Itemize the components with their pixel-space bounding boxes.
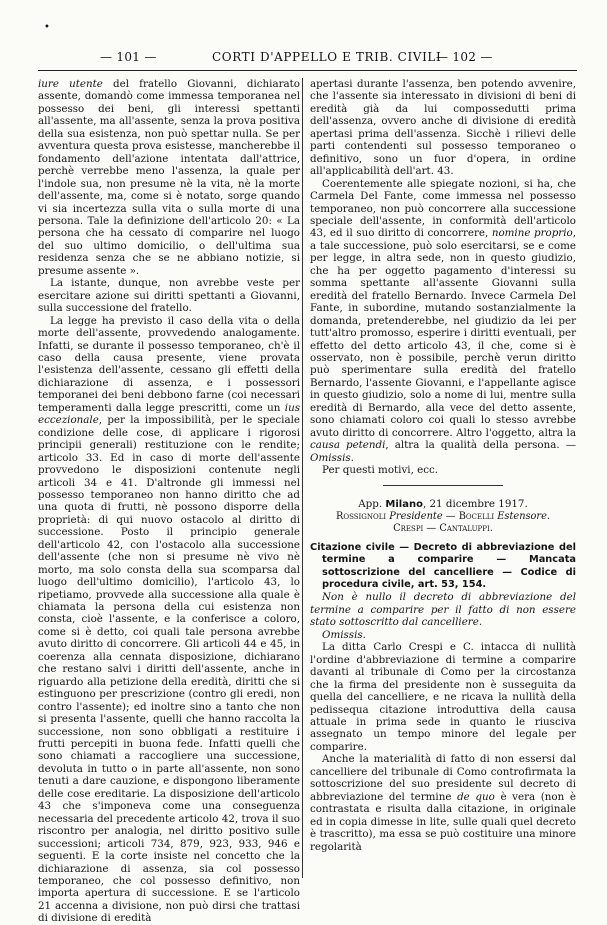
page-mark: • (44, 22, 50, 33)
italic-text: iure utente (38, 78, 103, 90)
text-run: . (489, 523, 493, 535)
text-run: del fratello Giovanni, dichiarato assente, domandò come immessa temporanea nel possesso dei beni, gli interessi spettanti all'assente, ma all'assente, senza la prova positiva della sua esistenza, non può spettar nulla. Se per avventura questa prova esistesse, mancherebbe il fondamento dell'azione intentata dall'attrice, perchè verrebbe meno l'assenza, la quale per l'indole sua, non presume nè la vita, nè la morte dell'assente, ma, come si è notato, sorge quando vi sia incertezza sulla vita o sulla morte di una persona. Tale la definizione dell'articolo 20: « La persona che ha cessato di comparire nel luogo del suo ultimo domicilio, o dell'ultima sua residenza senza che se ne abbiano notizie, si presume assente ». (38, 78, 300, 277)
text-run: Coerentemente alle spiegate nozioni, si ha, che Carmela Del Fante, come immessa nel possesso temporaneo, non può concorrere alla successione speciale dell'assente, in conformità dell'articolo 43, ed il suo diritto di concorrere, (310, 177, 576, 240)
text-run: è vera (non è contrastata e risulta dalla citazione, in originale ed in copia dimesse in lite, sulle quali quel decreto è trascritto), ma essa se può costituire una minore regolarità (310, 790, 576, 853)
paragraph (310, 753, 576, 853)
italic-text: Presidente (389, 510, 443, 522)
italic-text: causa petendi (310, 439, 386, 452)
text-run: — (442, 510, 459, 522)
paragraph: apertasi durante l'assenza, ben potendo avvenire, che l'assente sia interessato in divisioni di beni di eredità già da lui compossedutti prima dell'assenza, ovvero anche di divisione di eredità apertasi prima dell'assenza. Sicchè i rilievi delle parti contendenti sul possesso temporaneo o definitivo, sono un fuor d'opera, in ordine all'applicabilità dell'art. 43. (310, 78, 576, 178)
decision-date: , 21 dicembre 1917. (422, 497, 528, 510)
name-text: Cantaluppi (439, 523, 490, 535)
italic-text: ius eccezionale (38, 401, 300, 427)
paragraph: La istante, dunque, non avrebbe veste per esercitare azione sui diritti spettanti a Giovanni, sulla successione del fratello. (38, 277, 300, 315)
italic-text: Omissis (310, 451, 351, 464)
name-text: Bocelli (458, 510, 495, 522)
paragraph (38, 78, 300, 277)
right-page-number: — 102 — (436, 50, 493, 64)
case-keywords: Citazione civile — Decreto di abbreviazione del termine a comparire — Mancata sottoscrizione del cancelliere — Codice di procedura civile, art. 53, 154. (310, 541, 576, 591)
paragraph (38, 315, 300, 925)
running-header (38, 50, 577, 68)
text-run: La legge ha previsto il caso della vita o della morte dell'assente, provvedendo analogamente. Infatti, se durante il possesso temporaneo, ch'è il caso della causa presente, viene provata l'esistenza dell'assente, cessano gli effetti della dichiarazione di assenza, e i possessori temporanei dei beni debbono farne (coi necessari temperamenti dalla legge prescritti, come un (38, 314, 300, 414)
text-run: . (350, 451, 354, 464)
italic-text: de quo (457, 790, 495, 803)
text-run: , altra la qualità della persona. — (385, 439, 576, 452)
column-divider (302, 78, 303, 878)
text-run: — (423, 523, 440, 535)
italic-text: Estensore (497, 510, 547, 522)
judges-line (310, 511, 576, 523)
judges-line (310, 523, 576, 535)
text-run: , a tale successione, può solo esercitarsi, se e come per legge, in altra sede, non in questo giudizio, che ha per oggetto pagamento d'interessi su somma spettante all'assente Giovanni sulla eredità del fratello Bernardo. Invece Carmela Del Fante, in subordine, mutando sostanzialmente la domanda, pretenderebbe, nel giudizio da lei per tutt'altro promosso, esperire i diritti eventuali, per effetto del detto articolo 43, il che, come si è osservato, non è possibile, perchè verun diritto può sperimentare sulla eredità del fratello Bernardo, l'assente Giovanni, e l'appellante agisce in questo giudizio, solo a nome di lui, mentre sulla eredità di Bernardo, alla vece del detto assente, sono chiamati coloro coi quali lo stesso avrebbe avuto diritto di concorrere. Altro l'oggetto, altra la (310, 227, 576, 439)
italic-text: nomine proprio (491, 227, 573, 240)
court-city: Milano (385, 498, 423, 510)
name-text: Rossignoli (335, 510, 387, 522)
text-run: . (546, 510, 551, 522)
court-label: App. (358, 497, 386, 510)
case-heading (310, 498, 576, 511)
left-column (38, 78, 300, 925)
omissis-label: Omissis. (322, 628, 366, 641)
header-rule (38, 70, 577, 71)
closing-formula: Per questi motivi, ecc. (322, 464, 439, 477)
paragraph (310, 178, 576, 464)
legal-principle: Non è nullo il decreto di abbreviazione del termine a comparire per il fatto di non essere stato sottoscritto dal cancelliere. (310, 591, 576, 629)
right-column (310, 78, 576, 853)
text-run: , per la impossibilità, per le speciale condizione delle cose, di applicare i rigorosi principii generali) restituzione con le rendite; articolo 33. Ed in caso di morte dell'assente provvedono le disposizioni contenute negli articoli 34 e 41. D'altronde gli immessi nel possesso temporaneo non hanno diritto che ad una quota di frutti, nè possono disporre della proprietà: di qui nuovo ostacolo al diritto di successione. Posto il principio generale dell'articolo 42, con l'ostacolo alla successione dell'assente (che non si presume nè vivo nè morto, ma solo consta della sua scomparsa dal luogo dell'ultimo domicilio), l'articolo 43, lo ripetiamo, provvede alla successione alla quale è chiamata la persona della cui esistenza non consta, cioè l'assente, e la conferisce a coloro, come si è detto, coi quali tale persona avrebbe avuto diritto di concorrere. Gli articoli 44 e 45, in coerenza alla cennata disposizione, dichiarano che restano salvi i diritti dell'assente, anche in riguardo alla petizione della eredità, diritti che si estinguono per prescrizione (contro gli eredi, non contro l'assente); ed inoltre sino a tanto che non si presenta l'assente, quelli che hanno raccolta la successione, non sono obbligati a restituire i frutti percepiti in buona fede. Infatti quelli che sono chiamati a raccogliere una successione, devoluta in tutto o in parte all'assente, non sono tenuti a dare cauzione, e dispongono liberamente delle cose ereditarie. La disposizione dell'articolo 43 che s'imponeva come una conseguenza necessaria del precedente articolo 42, trova il suo riscontro per analogia, nel diritto positivo sulle successioni; articoli 734, 879, 923, 933, 946 e seguenti. E la corte insiste nel concetto che la dichiarazione di assenza, sia col possesso temporaneo, che col possesso definitivo, non importa apertura di successione. E se l'articolo 21 accenna a divisione, non può dirsi che trattasi di divisione di eredità (38, 414, 300, 925)
paragraph: La ditta Carlo Crespi e C. intacca di nullità l'ordine d'abbreviazione di termine a comparire davanti al tribunale di Como per la circostanza che la firma del presidente non è susseguita da quella del cancelliere, e ne ricava la nullità della pedissequa citazione introduttiva della causa attuale in prima sede in quanto le riusciva assegnato un tempo minore del legale per comparire. (310, 641, 576, 753)
running-title: CORTI D'APPELLO E TRIB. CIVILI (212, 50, 442, 64)
section-divider (383, 485, 503, 486)
name-text: Crespi (393, 523, 424, 535)
text-run: Anche la materialità di fatto di non essersi dal cancelliere del tribunale di Como controfirmata la sottoscrizione del suo presidente sul decreto di abbreviazione del termine (310, 753, 576, 803)
left-page-number: — 101 — (100, 50, 157, 64)
